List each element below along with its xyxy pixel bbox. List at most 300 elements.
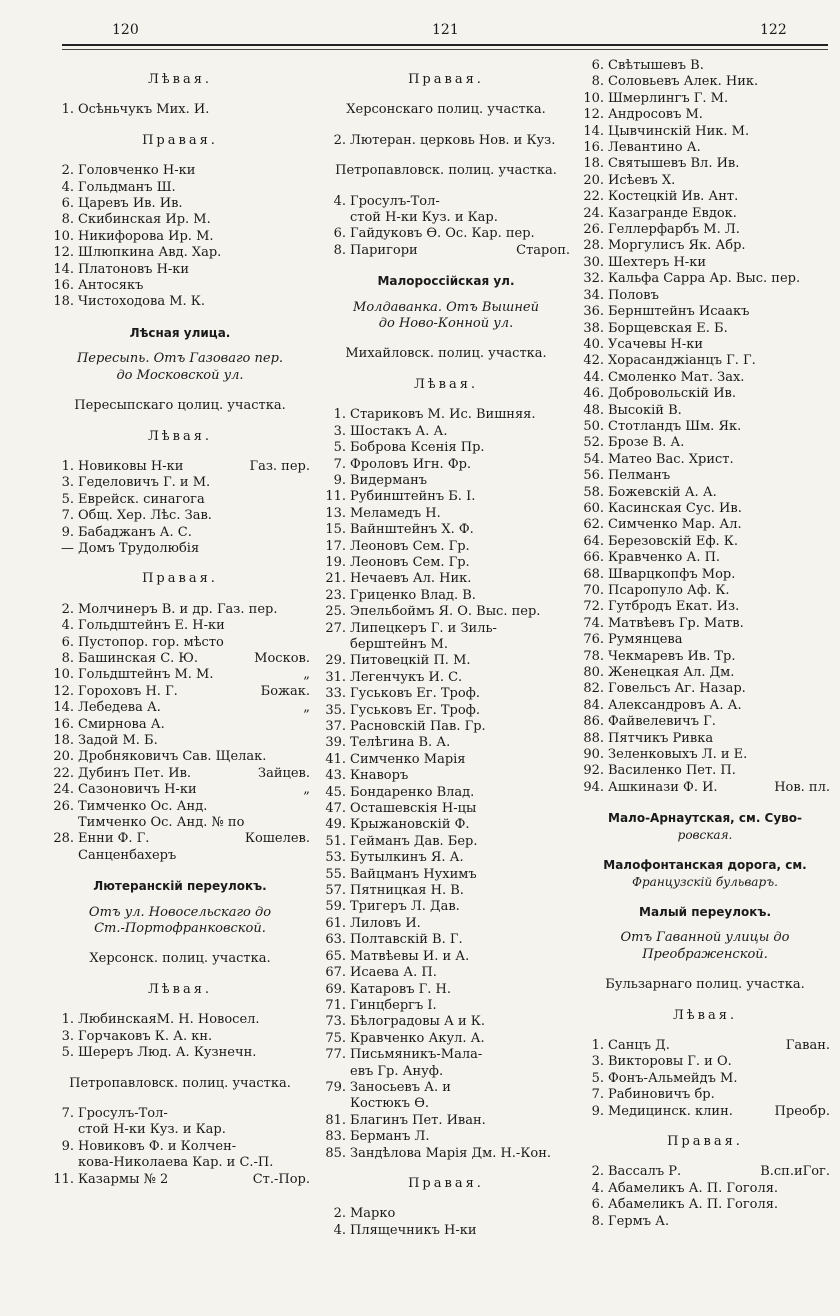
house-number: 17. (325, 538, 346, 554)
list-entry (580, 583, 830, 599)
house-number: 75. (325, 1030, 346, 1046)
list-entry (322, 1014, 570, 1030)
house-number: 41. (325, 751, 346, 767)
resident-name: Медицинск. клин. (608, 1103, 733, 1119)
resident-name: Питовецкій П. М. (350, 653, 471, 669)
resident-name: Исѣевъ Х. (608, 172, 676, 188)
resident-name: Березовскій Еф. К. (608, 533, 738, 549)
house-number: 76. (583, 632, 604, 648)
house-number: 50. (583, 418, 604, 434)
resident-name: Расновскій Пав. Гр. (350, 719, 486, 734)
entry-continuation: Тимченко Ос. Анд. № по (78, 815, 245, 831)
list-entry (50, 831, 310, 847)
house-number: 61. (325, 915, 346, 931)
house-number: 72. (583, 599, 604, 615)
house-number: 55. (325, 866, 346, 882)
resident-name: Кравченко А. П. (608, 550, 721, 566)
house-number: 7. (61, 508, 74, 524)
resident-name: Казагранде Евдок. (608, 205, 737, 221)
list-entry (580, 1214, 830, 1230)
house-number: 3. (333, 423, 346, 439)
entry-continuation: стой Н-ки Куз. и Кар. (78, 1122, 226, 1138)
house-number: 2. (333, 132, 346, 148)
house-number: 7. (591, 1087, 604, 1103)
resident-name: Шехтеръ Н-ки (608, 254, 706, 270)
house-number: 12. (583, 107, 604, 123)
house-number: 10. (583, 90, 604, 106)
resident-name: Платоновъ Н-ки (78, 261, 190, 277)
list-entry (580, 271, 830, 287)
house-number: 43. (325, 768, 346, 784)
house-number: 1. (61, 1012, 74, 1028)
resident-name: Абамеликъ А. П. Гоголя. (608, 1197, 779, 1213)
resident-name: Рабиновичъ бр. (608, 1087, 715, 1103)
resident-name: Пелманъ (608, 468, 671, 484)
house-number: 10. (53, 228, 74, 244)
resident-name: Ашкинази Ф. И. (608, 779, 718, 795)
list-entry (580, 534, 830, 550)
house-number: 18. (583, 156, 604, 172)
list-entry (322, 1146, 570, 1162)
list-entry (322, 407, 570, 423)
resident-name: Василенко Пет. П. (608, 763, 736, 779)
list-entry (322, 539, 570, 555)
resident-name: Гольдштейнъ Е. Н-ки (78, 618, 225, 634)
resident-name: Александровъ А. А. (608, 697, 742, 713)
list-entry (322, 916, 570, 932)
resident-name: Головченко Н-ки (78, 163, 196, 179)
resident-name: Пятчикъ Ривка (608, 730, 714, 746)
house-number: 68. (583, 566, 604, 582)
house-number: 60. (583, 500, 604, 516)
page-number-left: 120 (112, 22, 139, 38)
list-entry (322, 949, 570, 965)
resident-name: Новиковъ Ф. и Колчен- (78, 1138, 237, 1154)
list-entry (50, 1045, 310, 1061)
list-entry (322, 440, 570, 456)
resident-name: Шмерлингъ Г. М. (608, 90, 729, 106)
house-number: 31. (325, 669, 346, 685)
resident-name: Бѣлоградовы А и К. (350, 1014, 485, 1030)
house-number: 20. (53, 749, 74, 765)
resident-name: Дубинъ Пет. Ив. (78, 765, 192, 781)
list-entry (580, 403, 830, 419)
list-entry (322, 243, 570, 259)
list-entry (50, 180, 310, 196)
house-number: 8. (61, 650, 74, 666)
resident-name: Леоновъ Сем. Гр. (350, 554, 470, 570)
resident-name: Паригори (350, 242, 418, 258)
resident-name: Файвелевичъ Г. (608, 714, 716, 730)
list-entry (322, 768, 570, 784)
resident-name: Симченко Мар. Ал. (608, 517, 742, 533)
resident-name: Царевъ Ив. Ив. (78, 196, 183, 212)
resident-name: Гольдманъ Ш. (78, 179, 176, 195)
house-number: 24. (583, 205, 604, 221)
list-entry (580, 1197, 830, 1213)
side-heading: Лѣвая. (147, 428, 213, 444)
resident-name: Бондаренко Влад. (350, 784, 475, 800)
house-number: 29. (325, 653, 346, 669)
list-entry (322, 473, 570, 489)
list-entry (322, 1223, 570, 1239)
list-entry (322, 424, 570, 440)
house-number: 14. (53, 261, 74, 277)
entry-continuation: стой Н-ки Куз. и Кар. (350, 210, 498, 226)
list-entry (322, 703, 570, 719)
list-entry (50, 1029, 310, 1045)
cross-street: Преобр. (774, 1103, 830, 1119)
street-description: Отъ ул. Новосельскаго до Ст.-Портофранковской. (88, 904, 272, 937)
house-number: 20. (583, 172, 604, 188)
resident-name: Шереръ Люд. А. Кузнечн. (78, 1045, 257, 1061)
list-entry (50, 1012, 310, 1028)
resident-name: Матвѣевъ Гр. Матв. (608, 615, 744, 631)
list-entry (322, 588, 570, 604)
list-entry (50, 667, 310, 683)
house-number: 15. (325, 522, 346, 538)
house-number: 67. (325, 965, 346, 981)
resident-name: Смоленко Мат. Зах. (608, 369, 745, 385)
resident-name: Полтавскій В. Г. (350, 932, 463, 948)
house-number: 10. (53, 667, 74, 683)
house-number: 49. (325, 817, 346, 833)
resident-name: Геделовичъ Г. и М. (78, 475, 211, 491)
street-heading: Малороссійская ул. (377, 274, 515, 289)
list-entry (50, 196, 310, 212)
list-entry (580, 173, 830, 189)
house-number: 3. (61, 1028, 74, 1044)
resident-name: Гриценко Влад. В. (350, 587, 476, 603)
list-entry (322, 506, 570, 522)
list-entry (580, 1054, 830, 1070)
house-number: 83. (325, 1129, 346, 1145)
list-entry (580, 1181, 830, 1197)
list-entry (580, 731, 830, 747)
entry-continuation: Костюкъ Ѳ. (350, 1096, 429, 1112)
house-number: 80. (583, 665, 604, 681)
house-number: 19. (325, 554, 346, 570)
list-entry (322, 1113, 570, 1129)
police-district: Пересыпскаго цолиц. участка. (74, 398, 286, 414)
resident-name: Кальфа Сарра Ар. Выс. пер. (608, 271, 801, 287)
list-entry (322, 194, 570, 210)
list-entry (580, 616, 830, 632)
house-number: 94. (583, 779, 604, 795)
list-entry (580, 353, 830, 369)
resident-name: Благинъ Пет. Иван. (350, 1112, 486, 1128)
entry-continuation: Санценбахеръ (78, 847, 177, 863)
list-entry (580, 321, 830, 337)
list-entry (50, 245, 310, 261)
house-number: 2. (591, 1164, 604, 1180)
list-entry (580, 747, 830, 763)
list-entry (322, 752, 570, 768)
resident-name: Гейманъ Дав. Бер. (350, 833, 478, 849)
list-entry (50, 700, 310, 716)
house-number: 62. (583, 517, 604, 533)
house-number: 79. (325, 1079, 346, 1095)
resident-name: Легенчукъ И. С. (350, 669, 463, 685)
resident-name: Гольдштейнъ М. М. (78, 667, 214, 683)
street-heading: Малый переулокъ. (639, 904, 771, 919)
house-number: 16. (53, 278, 74, 294)
list-entry (322, 571, 570, 587)
list-entry (580, 485, 830, 501)
resident-name: Пятницкая Н. В. (350, 883, 464, 899)
resident-name: Кравченко Акул. А. (350, 1030, 485, 1046)
resident-name: Хорасанджіанцъ Г. Г. (608, 353, 756, 369)
street-description: Молдаванка. Отъ Вышней до Ново-Конной ул. (353, 299, 539, 332)
list-entry (580, 255, 830, 271)
resident-name: Соловьевъ Алек. Ник. (608, 74, 759, 90)
resident-name: Казармы № 2 (78, 1171, 169, 1187)
list-entry (322, 133, 570, 149)
house-number: 12. (53, 245, 74, 261)
list-entry (580, 468, 830, 484)
list-entry (580, 107, 830, 123)
house-number: 14. (583, 123, 604, 139)
resident-name: Цывчинскій Ник. М. (608, 123, 750, 139)
list-entry (50, 212, 310, 228)
list-entry (580, 1104, 830, 1120)
list-entry (322, 965, 570, 981)
house-number: 30. (583, 254, 604, 270)
resident-name: Гросулъ-Тол- (350, 193, 440, 209)
list-entry (580, 714, 830, 730)
house-number: 44. (583, 369, 604, 385)
list-entry (580, 288, 830, 304)
house-number: 12. (53, 683, 74, 699)
list-entry (322, 998, 570, 1014)
list-entry (580, 124, 830, 140)
list-entry (580, 599, 830, 615)
police-district: Бульзарнаго полиц. участка. (605, 977, 805, 993)
list-entry (580, 140, 830, 156)
resident-name: Лиловъ И. (350, 915, 421, 931)
list-entry (50, 262, 310, 278)
house-number: 74. (583, 615, 604, 631)
house-number: 14. (53, 700, 74, 716)
house-number: 34. (583, 287, 604, 303)
house-number: 21. (325, 571, 346, 587)
resident-name: Зандѣлова Марія Дм. Н.-Кон. (350, 1145, 552, 1161)
house-number: 48. (583, 402, 604, 418)
list-entry (580, 304, 830, 320)
house-number: 22. (583, 189, 604, 205)
resident-name: Марко (350, 1206, 396, 1222)
resident-name: Усачевы Н-ки (608, 336, 704, 352)
list-entry (50, 459, 310, 475)
resident-name: Фонъ-Альмейдъ М. (608, 1070, 738, 1086)
resident-name: Зеленковыхъ Л. и Е. (608, 747, 748, 763)
house-number: 1. (61, 458, 74, 474)
resident-name: Левантино А. (608, 140, 701, 156)
house-number: 92. (583, 763, 604, 779)
house-number: 1. (591, 1037, 604, 1053)
resident-name: ЛюбинскаяМ. Н. Новосел. (78, 1012, 260, 1028)
list-entry (322, 489, 570, 505)
house-number: 18. (53, 733, 74, 748)
house-number: 88. (583, 730, 604, 746)
list-entry (322, 834, 570, 850)
column-middle (322, 58, 570, 1239)
police-district: Херсонск. полиц. участка. (89, 951, 271, 967)
house-number: 7. (61, 1105, 74, 1121)
list-entry (322, 522, 570, 538)
resident-name: Стотландъ Шм. Як. (608, 418, 742, 434)
street-crossref: Малофонтанская дорога, см. Французскій бульваръ. (603, 858, 807, 889)
house-number: 46. (583, 386, 604, 402)
list-entry (580, 567, 830, 583)
list-entry (322, 1080, 570, 1096)
resident-name: Домъ Трудолюбія (78, 540, 200, 556)
resident-name: Новиковы Н-ки (78, 458, 184, 474)
house-number: 85. (325, 1145, 346, 1161)
list-entry (322, 817, 570, 833)
house-number: 23. (325, 587, 346, 603)
resident-name: Гороховъ Н. Г. (78, 683, 178, 699)
resident-name: Меламедъ Н. (350, 505, 441, 521)
house-number: 81. (325, 1112, 346, 1128)
list-entry (50, 508, 310, 524)
house-number: 11. (53, 1171, 74, 1187)
house-number: 2. (61, 163, 74, 179)
list-entry (322, 1129, 570, 1145)
resident-name: Скибинская Ир. М. (78, 212, 211, 228)
resident-name: Шварцкопфъ Мор. (608, 566, 736, 582)
house-number: 90. (583, 747, 604, 763)
resident-name: Видерманъ (350, 472, 428, 488)
house-number: 3. (591, 1054, 604, 1070)
resident-name: Вассалъ Р. (608, 1164, 682, 1180)
list-entry (580, 632, 830, 648)
resident-name: Борщевская Е. Б. (608, 320, 728, 336)
resident-name: Нечаевъ Ал. Ник. (350, 571, 472, 587)
house-number: 45. (325, 784, 346, 800)
house-number: 4. (61, 618, 74, 634)
house-number: 11. (325, 489, 346, 505)
house-number: 1. (333, 407, 346, 423)
resident-name: Гермъ А. (608, 1213, 670, 1229)
house-number: 18. (53, 294, 74, 310)
house-number: 2. (61, 601, 74, 617)
house-number: 56. (583, 468, 604, 484)
resident-name: Половъ (608, 287, 659, 303)
list-entry (50, 749, 310, 765)
list-entry (580, 763, 830, 779)
resident-name: Молчинеръ В. и др. Газ. пер. (78, 601, 278, 617)
house-number: 8. (61, 212, 74, 228)
house-number: 59. (325, 899, 346, 915)
resident-name: Чистоходова М. К. (78, 294, 205, 310)
side-heading: Правая. (408, 1175, 484, 1191)
house-number: 58. (583, 484, 604, 500)
list-entry (50, 799, 310, 815)
list-entry (580, 517, 830, 533)
entry-continuation: евъ Гр. Ануф. (350, 1063, 444, 1079)
list-entry (580, 698, 830, 714)
house-number: 39. (325, 735, 346, 751)
resident-name: Викторовы Г. и О. (608, 1054, 732, 1070)
street-description: Пересыпь. Отъ Газоваго пер. до Московской ул. (76, 351, 284, 383)
street-crossref: Мало-Арнаутская, см. Суво- ровская. (608, 811, 802, 842)
list-entry (580, 550, 830, 566)
list-entry (580, 337, 830, 353)
list-entry (50, 1172, 310, 1188)
list-entry (580, 222, 830, 238)
list-entry (322, 653, 570, 669)
house-number: 9. (61, 524, 74, 540)
resident-name: Сазоновичъ Н-ки (78, 782, 197, 798)
resident-name: Смирнова А. (78, 716, 165, 732)
list-entry (580, 665, 830, 681)
resident-name: Румянцева (608, 632, 683, 648)
list-entry (580, 1071, 830, 1087)
house-number: 5. (61, 491, 74, 507)
resident-name: Бутылкинъ Я. А. (350, 850, 464, 866)
resident-name: Крыжановскій Ф. (350, 817, 470, 833)
house-number: 4. (591, 1180, 604, 1196)
resident-name: Вайцманъ Нухимъ (350, 866, 477, 882)
street-heading: Лѣсная улица. (129, 325, 231, 340)
list-entry (322, 735, 570, 751)
resident-name: Липецкеръ Г. и Зиль- (350, 620, 497, 636)
house-number: 16. (583, 140, 604, 156)
resident-name: Кнаворъ (350, 768, 409, 784)
resident-name: Фроловъ Игн. Фр. (350, 456, 472, 472)
house-number: 8. (591, 1213, 604, 1229)
cross-street: Староп. (516, 242, 570, 258)
resident-name: Горчаковъ К. А. кн. (78, 1028, 213, 1044)
house-number: 27. (325, 620, 346, 636)
list-entry (580, 189, 830, 205)
list-entry (580, 435, 830, 451)
list-entry (50, 163, 310, 179)
list-entry (50, 294, 310, 310)
side-heading: Лѣвая. (147, 981, 213, 997)
cross-street: Газ. пер. (249, 458, 310, 474)
list-entry (50, 766, 310, 782)
list-entry (50, 717, 310, 733)
cross-street: Нов. пл. (774, 779, 830, 795)
list-entry (50, 684, 310, 700)
list-entry (322, 899, 570, 915)
resident-name: Лютеран. церковь Нов. и Куз. (350, 132, 556, 148)
resident-name: Гайдуковъ Ѳ. Ос. Кар. пер. (350, 226, 535, 242)
list-entry (322, 457, 570, 473)
cross-street: Божак. (260, 683, 310, 699)
resident-name: Андросовъ М. (608, 107, 703, 123)
house-number: 69. (325, 981, 346, 997)
list-entry (50, 102, 310, 118)
resident-name: Свѣтышевъ В. (608, 58, 704, 73)
police-district: Михайловск. полиц. участка. (345, 346, 547, 362)
resident-name: Дробняковичъ Сав. Щелак. (78, 749, 267, 765)
resident-name: Еврейск. синагога (78, 491, 205, 507)
side-heading: Правая. (667, 1133, 743, 1149)
resident-name: Письмяникъ-Мала- (350, 1047, 483, 1063)
house-number: 4. (333, 1222, 346, 1238)
list-entry (322, 686, 570, 702)
house-number: 73. (325, 1014, 346, 1030)
resident-name: Бернштейнъ Исаакъ (608, 304, 750, 320)
house-number: 9. (333, 472, 346, 488)
list-entry (580, 649, 830, 665)
resident-name: Чекмаревъ Ив. Тр. (608, 648, 736, 664)
house-number: 26. (583, 222, 604, 238)
resident-name: Пустопор. гор. мѣсто (78, 634, 224, 650)
